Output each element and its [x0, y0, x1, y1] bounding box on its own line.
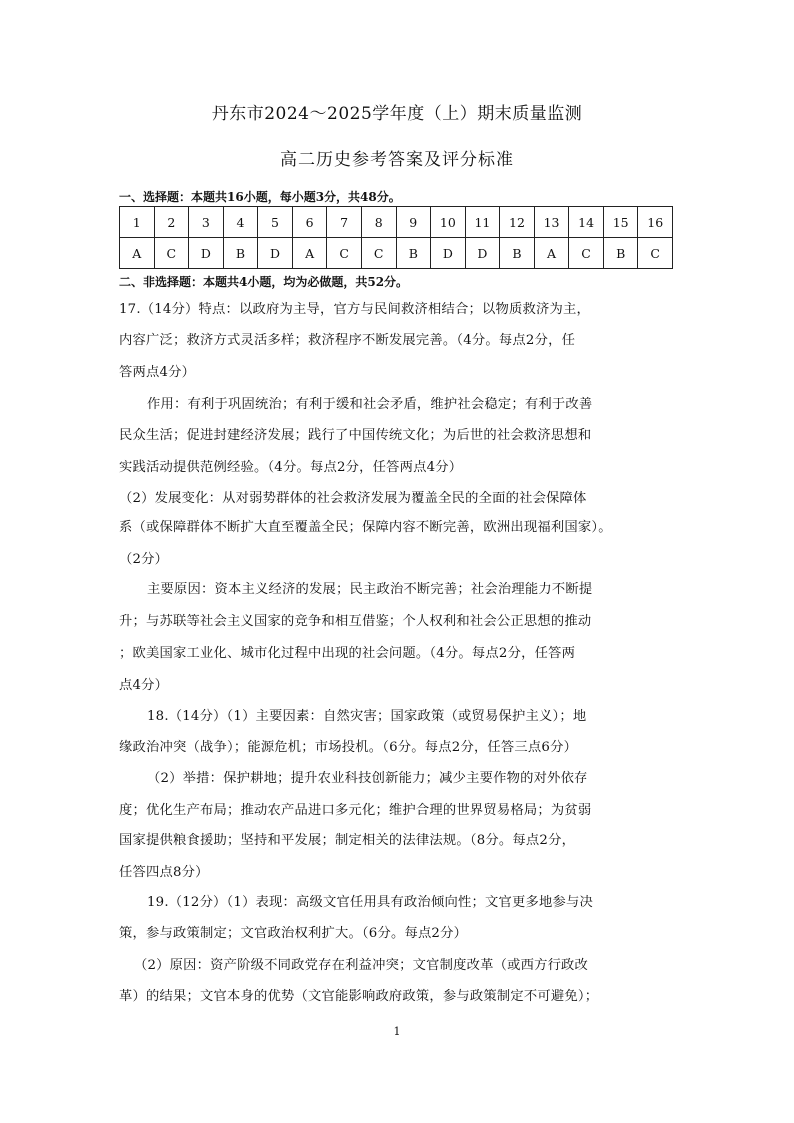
answer-table-answer-row: [120, 238, 673, 269]
answer-cell: A: [120, 238, 155, 269]
page-number: 1: [393, 1025, 401, 1038]
answer-line: 升；与苏联等社会主义国家的竞争和相互借鉴；个人权利和社会公正思想的推动: [119, 614, 592, 629]
answer-cell: D: [189, 238, 224, 269]
question-number-cell: 10: [431, 207, 466, 238]
answer-cell: C: [154, 238, 189, 269]
answer-table: [119, 206, 673, 269]
answer-cell: C: [638, 238, 673, 269]
answer-line: 缘政治冲突（战争）；能源危机；市场投机。（6分。每点2分，任答三点6分）: [119, 740, 578, 755]
answer-table-number-row: [120, 207, 673, 238]
answer-line: 度；优化生产布局；推动农产品进口多元化；维护合理的世界贸易格局；为贫弱: [119, 803, 592, 818]
question-number-cell: 14: [569, 207, 604, 238]
question-number-cell: 6: [292, 207, 327, 238]
answer-line: （2）发展变化：从对弱势群体的社会救济发展为覆盖全民的全面的社会保障体: [119, 491, 587, 506]
answer-line: 策，参与政策制定；文官政治权利扩大。（6分。每点2分）: [119, 926, 468, 941]
answer-cell: C: [327, 238, 362, 269]
question-number-cell: 4: [223, 207, 258, 238]
answer-cell: B: [396, 238, 431, 269]
answer-cell: B: [603, 238, 638, 269]
question-number-cell: 2: [154, 207, 189, 238]
answer-cell: D: [258, 238, 293, 269]
answer-line: 作用：有利于巩固统治；有利于缓和社会矛盾，维护社会稳定；有利于改善: [147, 397, 593, 412]
question-number-cell: 1: [120, 207, 155, 238]
answer-line: 国家提供粮食援助；坚持和平发展；制定相关的法律法规。（8分。每点2分，: [119, 833, 576, 848]
question-number-cell: 9: [396, 207, 431, 238]
answer-cell: B: [500, 238, 535, 269]
question-number-cell: 13: [534, 207, 569, 238]
document-subtitle: 高二历史参考答案及评分标准: [280, 150, 514, 170]
question-number-cell: 16: [638, 207, 673, 238]
section-2-heading: 二、非选择题：本题共4小题，均为必做题，共52分。: [119, 275, 409, 289]
answer-line: 系（或保障群体不断扩大直至覆盖全民；保障内容不断完善，欧洲出现福利国家）。: [119, 520, 612, 535]
answer-line: 点4分）: [119, 678, 169, 693]
question-number-cell: 12: [500, 207, 535, 238]
answer-cell: A: [534, 238, 569, 269]
answer-line: 18.（14分）（1）主要因素：自然灾害；国家政策（或贸易保护主义）；地: [147, 709, 587, 724]
question-number-cell: 7: [327, 207, 362, 238]
answer-cell: B: [223, 238, 258, 269]
answer-cell: D: [431, 238, 466, 269]
answer-cell: D: [465, 238, 500, 269]
answer-line: （2）原因：资产阶级不同政党存在利益冲突；文官制度改革（或西方行政改: [134, 958, 589, 973]
answer-line: 实践活动提供范例经验。（4分。每点2分，任答两点4分）: [119, 460, 463, 475]
question-number-cell: 5: [258, 207, 293, 238]
document-title: 丹东市2024～2025学年度（上）期末质量监测: [211, 104, 583, 124]
answer-line: ；欧美国家工业化、城市化过程中出现的社会问题。（4分。每点2分，任答两: [119, 646, 576, 661]
answer-line: 内容广泛；救济方式灵活多样；救济程序不断发展完善。（4分。每点2分，任: [119, 333, 576, 348]
question-number-cell: 11: [465, 207, 500, 238]
answer-line: 19.（12分）（1）表现：高级文官任用具有政治倾向性；文官更多地参与决: [147, 895, 593, 910]
answer-cell: A: [292, 238, 327, 269]
answer-cell: C: [361, 238, 396, 269]
answer-line: 17.（14分）特点：以政府为主导，官方与民间救济相结合；以物质救济为主，: [119, 302, 590, 317]
answer-line: （2）举措：保护耕地；提升农业科技创新能力；减少主要作物的对外依存: [147, 771, 588, 786]
answer-cell: C: [569, 238, 604, 269]
answer-line: 任答四点8分）: [119, 865, 209, 880]
answer-line: （2分）: [119, 552, 169, 567]
question-number-cell: 8: [361, 207, 396, 238]
answer-line: 民众生活；促进封建经济发展；践行了中国传统文化；为后世的社会救济思想和: [119, 428, 592, 443]
question-number-cell: 3: [189, 207, 224, 238]
answer-line: 主要原因：资本主义经济的发展；民主政治不断完善；社会治理能力不断提: [147, 582, 593, 597]
question-number-cell: 15: [603, 207, 638, 238]
section-1-heading: 一、选择题：本题共16小题，每小题3分，共48分。: [119, 190, 401, 204]
answer-line: 革）的结果；文官本身的优势（文官能影响政府政策，参与政策制定不可避免）；: [119, 989, 599, 1004]
answer-line: 答两点4分）: [119, 365, 196, 380]
